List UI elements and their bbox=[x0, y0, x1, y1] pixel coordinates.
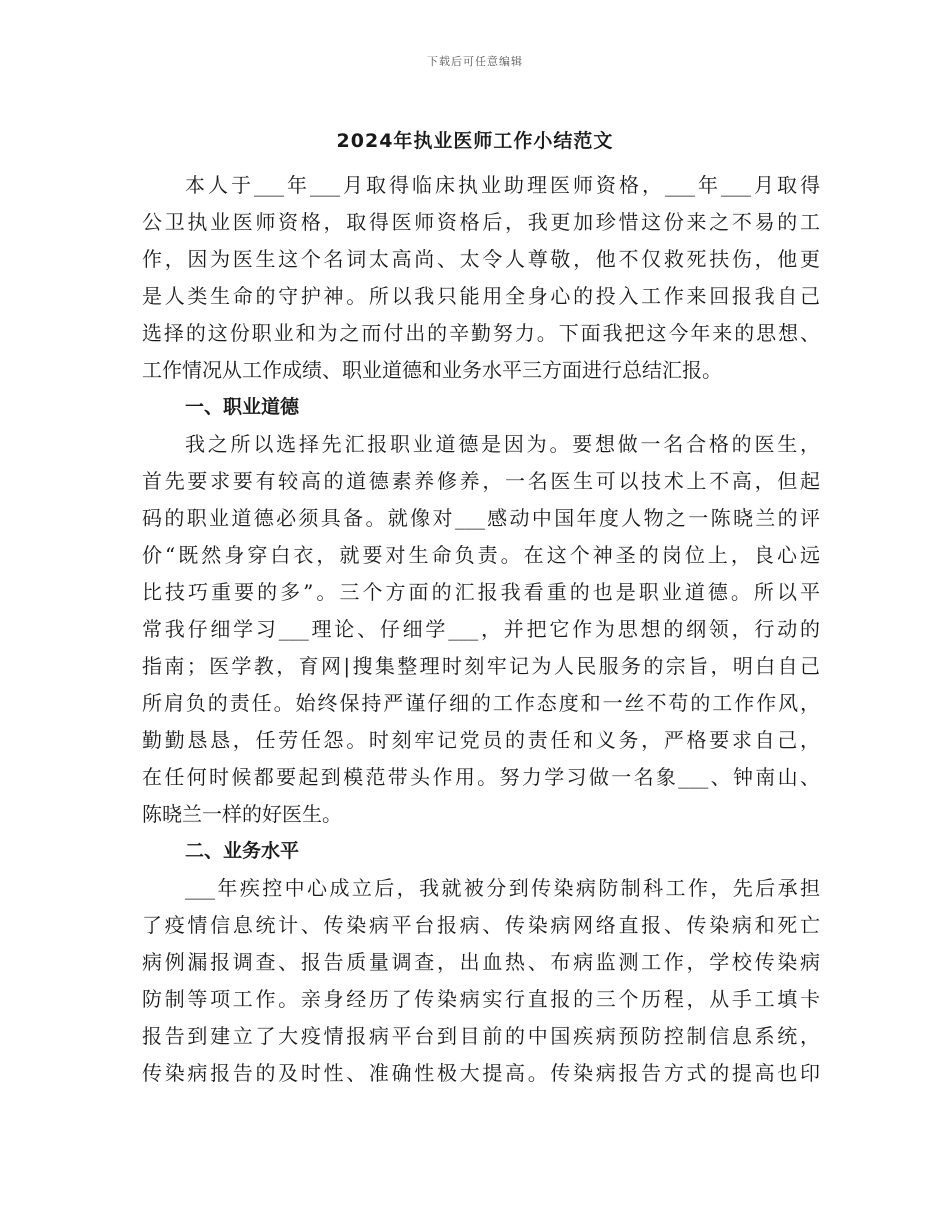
section-heading: 一、职业道德 bbox=[185, 396, 300, 418]
paragraph-line: 本人于___年___月取得临床执业助理医师资格，___年___月取得 bbox=[185, 173, 820, 197]
header-note: 下载后可任意编辑 bbox=[427, 55, 523, 68]
paragraph-line: 所肩负的责任。始终保持严谨仔细的工作态度和一丝不苟的工作作风， bbox=[142, 691, 820, 715]
paragraph-line: 我之所以选择先汇报职业道德是因为。要想做一名合格的医生， bbox=[185, 432, 820, 456]
document-title: 2024年执业医师工作小结范文 bbox=[336, 130, 614, 152]
paragraph-line: 常我仔细学习___理论、仔细学___，并把它作为思想的纲领，行动的 bbox=[142, 617, 820, 641]
paragraph-line: 首先要求要有较高的道德素养修养，一名医生可以技术上不高，但起 bbox=[142, 469, 820, 493]
section-heading: 二、业务水平 bbox=[185, 840, 300, 862]
paragraph-line: ___年疾控中心成立后，我就被分到传染病防制科工作，先后承担 bbox=[185, 876, 820, 900]
paragraph-line: 选择的这份职业和为之而付出的辛勤努力。下面我把这今年来的思想、 bbox=[142, 321, 820, 345]
paragraph-line: 在任何时候都要起到模范带头作用。努力学习做一名象___、钟南山、 bbox=[142, 765, 820, 789]
paragraph-line: 勤勤恳恳，任劳任怨。时刻牢记党员的责任和义务，严格要求自己， bbox=[142, 728, 820, 752]
paragraph-line: 公卫执业医师资格，取得医师资格后，我更加珍惜这份来之不易的工 bbox=[142, 210, 820, 234]
paragraph-line: 病例漏报调查、报告质量调查，出血热、布病监测工作，学校传染病 bbox=[142, 950, 820, 974]
paragraph-line: 比技巧重要的多”。三个方面的汇报我看重的也是职业道德。所以平 bbox=[142, 580, 820, 604]
paragraph-line: 价“既然身穿白衣，就要对生命负责。在这个神圣的岗位上，良心远 bbox=[142, 543, 820, 567]
paragraph-line: 传染病报告的及时性、准确性极大提高。传染病报告方式的提高也印 bbox=[142, 1061, 820, 1085]
paragraph-line: 工作情况从工作成绩、职业道德和业务水平三方面进行总结汇报。 bbox=[142, 358, 722, 382]
paragraph-line: 报告到建立了大疫情报病平台到目前的中国疾病预防控制信息系统， bbox=[142, 1024, 820, 1048]
document-body bbox=[142, 167, 820, 1092]
paragraph-line: 指南；医学教，育网|搜集整理时刻牢记为人民服务的宗旨，明白自己 bbox=[142, 654, 820, 678]
paragraph-line: 作，因为医生这个名词太高尚、太令人尊敬，他不仅救死扶伤，他更 bbox=[142, 247, 820, 271]
paragraph-line: 了疫情信息统计、传染病平台报病、传染病网络直报、传染病和死亡 bbox=[142, 913, 820, 937]
paragraph-line: 陈晓兰一样的好医生。 bbox=[142, 802, 342, 826]
paragraph-line: 是人类生命的守护神。所以我只能用全身心的投入工作来回报我自己 bbox=[142, 284, 820, 308]
paragraph-line: 防制等项工作。亲身经历了传染病实行直报的三个历程，从手工填卡 bbox=[142, 987, 820, 1011]
paragraph-line: 码的职业道德必须具备。就像对___感动中国年度人物之一陈晓兰的评 bbox=[142, 506, 820, 530]
